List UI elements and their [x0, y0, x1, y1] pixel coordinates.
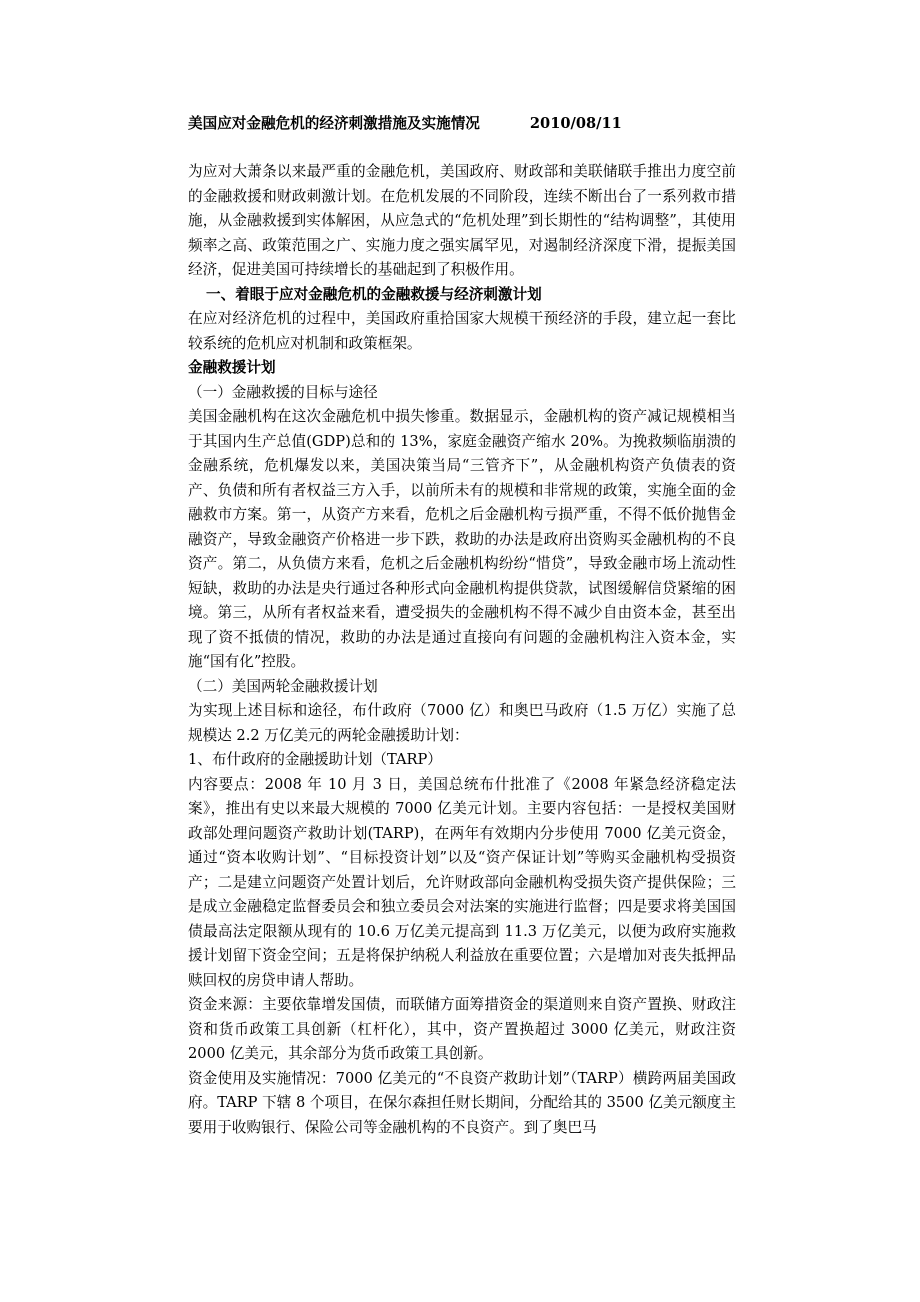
part1-body-paragraph: 美国金融机构在这次金融危机中损失惨重。数据显示，金融机构的资产减记规模相当于其国内生产总值(GDP)总和的 13%，家庭金融资产缩水 20%。为挽救频临崩溃的金融系统，危机爆发以来，美国决策当局“三管齐下”，从金融机构资产负债表的资产、负债和所有者权益三方入手，以前所未有的规模和非常规的政策，实施全面的金融救市方案。第一，从资产方来看，危机之后金融机构亏损严重，不得不低价抛售金融资产，导致金融资产价格进一步下跌，救助的办法是政府出资购买金融机构的不良资产。第二，从负债方来看，危机之后金融机构纷纷“惜贷”，导致金融市场上流动性短缺，救助的办法是央行通过各种形式向金融机构提供贷款，试图缓解信贷紧缩的困境。第三，从所有者权益来看，遭受损失的金融机构不得不减少自由资本金，甚至出现了资不抵债的情况，救助的办法是通过直接向有问题的金融机构注入资本金，实施“国有化”控股。: [188, 408, 736, 670]
item1-usage-paragraph: 资金使用及实施情况：7000 亿美元的“不良资产救助计划”（TARP）横跨两届美国政府。TARP 下辖 8 个项目，在保尔森担任财长期间，分配给其的 3500 亿美元额度主要用于收购银行、保险公司等金融机构的不良资产。到了奥巴马: [188, 1069, 736, 1136]
document-title: 美国应对金融危机的经济刺激措施及实施情况: [188, 115, 480, 132]
intro-paragraph: 为应对大萧条以来最严重的金融危机，美国政府、财政部和美联储联手推出力度空前的金融救援和财政刺激计划。在危机发展的不同阶段，连续不断出台了一系列救市措施，从金融救援到实体解困，从应急式的“危机处理”到长期性的“结构调整”，其使用频率之高、政策范围之广、实施力度之强实属罕见，对遏制经济深度下滑，提振美国经济，促进美国可持续增长的基础起到了积极作用。: [188, 163, 736, 278]
section1-intro-paragraph: 在应对经济危机的过程中，美国政府重拾国家大规模干预经济的手段，建立起一套比较系统的危机应对机制和政策框架。: [188, 310, 736, 352]
section1-heading: 一、着眼于应对金融危机的金融救援与经济刺激计划: [206, 285, 542, 303]
part2-heading: （二）美国两轮金融救援计划: [188, 677, 378, 695]
document-date: 2010/08/11: [529, 115, 622, 132]
part1-heading: （一）金融救援的目标与途径: [188, 383, 378, 401]
document-page: [188, 112, 736, 1140]
subsection-heading: 金融救援计划: [188, 359, 276, 376]
item1-heading: 1、布什政府的金融援助计划（TARP）: [188, 751, 442, 768]
part2-body-paragraph: 为实现上述目标和途径，布什政府（7000 亿）和奥巴马政府（1.5 万亿）实施了总规模达 2.2 万亿美元的两轮金融援助计划：: [188, 702, 736, 744]
item1-content-paragraph: 内容要点：2008 年 10 月 3 日，美国总统布什批准了《2008 年紧急经济稳定法案》，推出有史以来最大规模的 7000 亿美元计划。主要内容包括：一是授权美国财政部处理问题资产救助计划(TARP)，在两年有效期内分步使用 7000 亿美元资金，通过“资本收购计划”、“目标投资计划”以及“资产保证计划”等购买金融机构受损资产；二是建立问题资产处置计划后，允许财政部向金融机构受损失资产提供保险；三是成立金融稳定监督委员会和独立委员会对法案的实施进行监督；四是要求将美国国债最高法定限额从现有的 10.6 万亿美元提高到 11.3 万亿美元，以便为政府实施救援计划留下资金空间；五是将保护纳税人利益放在重要位置；六是增加对丧失抵押品赎回权的房贷申请人帮助。: [188, 775, 736, 989]
document-title-line: [188, 112, 736, 136]
item1-funding-paragraph: 资金来源：主要依靠增发国债，而联储方面筹措资金的渠道则来自资产置换、财政注资和货币政策工具创新（杠杆化），其中，资产置换超过 3000 亿美元，财政注资 2000 亿美元，其余部分为货币政策工具创新。: [188, 996, 736, 1062]
